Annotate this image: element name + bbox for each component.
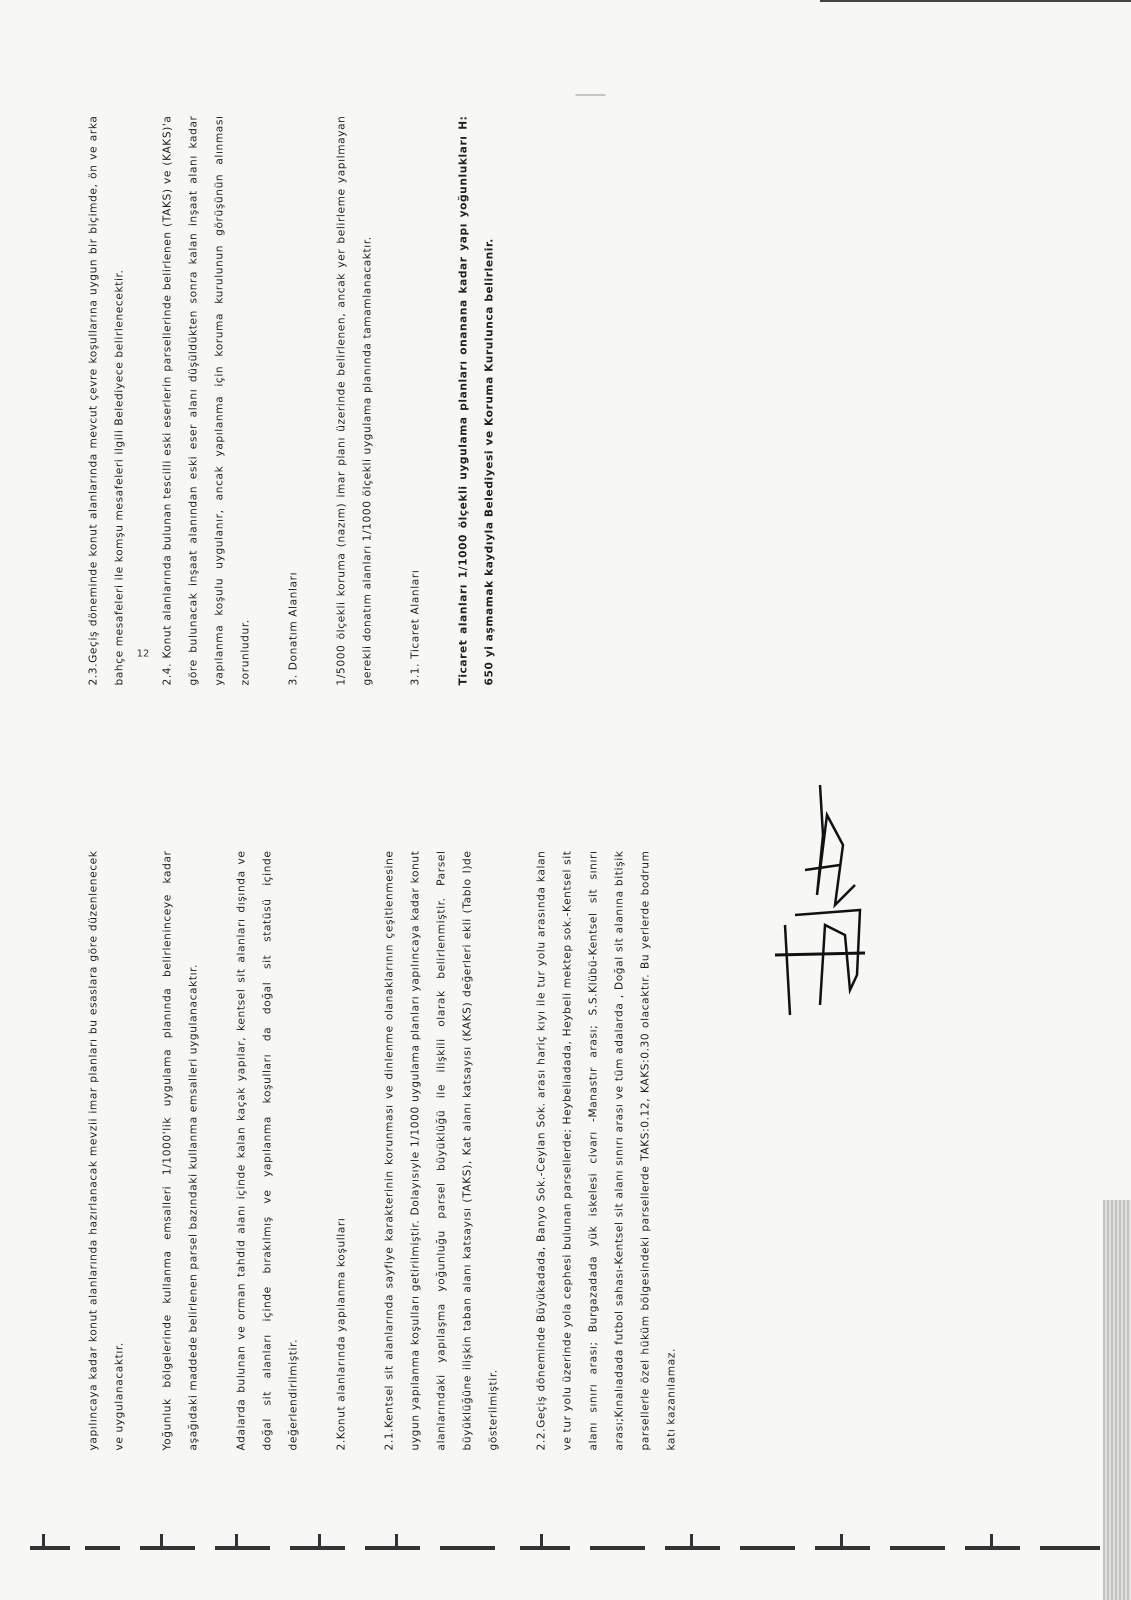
paragraph-3-1: Ticaret alanları 1/1000 ölçekli uygulama planları onanana kadar yapı yoğunlukları H: 650 yi aşmamak kaydıyla Belediyesi ve Koruma Kurulunca belirlenir. [457,115,495,685]
paragraph-2-1: 2.1.Kentsel sit alanlarında sayfiye karakterinin korunması ve dinlenme olanaklarının çeşitlenmesine uygun yapılanma koşulları getirilmiştir. Dolayısıyle 1/1000 uygulama planları yapılıncaya kadar konut alanlarındaki yapılaşma yoğunluğu parsel büyüklüğü ile ilişkili olarak belirlenmiştir. Parsel büyüklüğüne ilişkin taban alanı katsayısı (TAKS), Kat alanı katsayısı (KAKS) değerleri ekli (Tablo I)de gösterilmiştir. [383,850,499,1450]
paragraph-2-2: 2.2.Geçiş döneminde Büyükadada, Banyo Sok.-Ceylan Sok. arası hariç kıyı ile tur yolu arasında kalan ve tur yolu üzerinde yola cephesi bulunan parsellerde; Heybeliadada, Heybeli mektep sok.-Kentsel sit alanı sınırı arası; Burgazadada yük iskelesi civarı -Manastır arası; S.S.Klübü-Kentsel sit sınırı arası;Kınalıadada futbol sahası-Kentsel sit alanı sınırı arası ve tüm adalarda , Doğal sit alanına bitişik parsellerle özel hüküm bölgesindeki parsellerde TAKS:0.12, KAKS:0.30 olacaktır. Bu yerlerde bodrum katı kazanılamaz. [535,850,677,1450]
paragraph-intro: yapılıncaya kadar konut alanlarında hazırlanacak mevzii imar planları bu esaslara göre düzenlenecek ve uygulanacaktır. [87,850,125,1450]
section-heading-2: 2.Konut alanlarında yapılanma koşulları [335,1217,347,1450]
paragraph-2-3: 2.3.Geçiş döneminde konut alanlarında mevcut çevre koşullarına uygun bir biçimde, ön ve arka bahçe mesafeleri ile komşu mesafeleri ilgili Belediyece belirlenecektir. [87,115,125,685]
paragraph-density: Yoğunluk bölgelerinde kullanma emsalleri 1/1000'lik uygulama planında belirleninceye kadar aşağıdaki maddede belirlenen parsel bazındaki kullanma emsalleri uygulanacaktır. [161,850,199,1450]
margin-rule [560,94,620,95]
paragraph-islands: Adalarda bulunan ve orman tahdid alanı içinde kalan kaçak yapılar, kentsel sit alanları dışında ve doğal sit alanları içinde bırakılmış ve yapılanma koşulları da doğal sit statüsü içinde değerlendirilmiştir. [235,850,299,1450]
right-column [80,115,524,685]
paragraph-2-4: 2.4. Konut alanlarında bulunan tescilli eski eserlerin parsellerinde belirlenen (TAKS) ve (KAKS)'a göre bulunacak inşaat alanından eski eser alanı düşüldükten sonra kalan inşaat alanı kadar yapılanma koşulu uygulanır, ancak yapılanma için koruma kurulunun görüşünün alınması zorunludur. [161,115,251,685]
left-column [80,850,706,1450]
paragraph-3: 1/5000 ölçekli koruma (nazım) imar planı üzerinde belirlenen, ancak yer belirleme yapılmayan gerekli donatım alanları 1/1000 ölçekli uygulama planında tamamlanacaktır. [335,115,373,685]
handwritten-signature [765,775,875,1035]
section-heading-3-1: 3.1. Ticaret Alanları [409,569,421,685]
section-heading-3: 3. Donatım Alanları [287,571,299,685]
page-number: 12 [136,648,149,660]
